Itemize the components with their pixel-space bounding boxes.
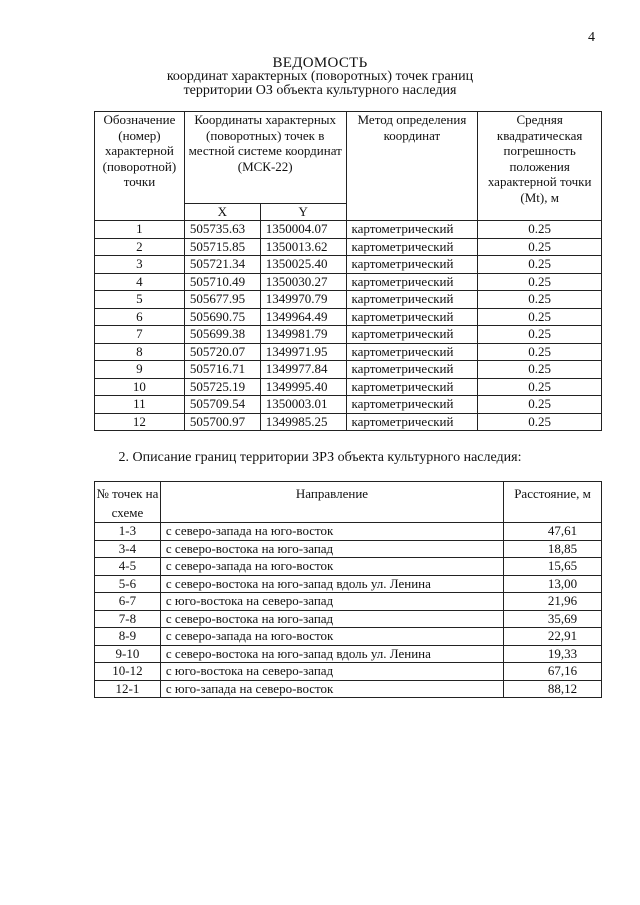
accuracy-cell: 0.25 [478, 291, 602, 309]
x-coordinate-cell: 505709.54 [184, 396, 260, 414]
point-pair-cell: 7-8 [95, 610, 161, 628]
header-distance: Расстояние, м [504, 482, 602, 523]
point-number-cell: 7 [95, 326, 185, 344]
table-row [95, 663, 602, 681]
y-coordinate-cell: 1350004.07 [260, 221, 346, 239]
accuracy-cell: 0.25 [478, 308, 602, 326]
y-coordinate-cell: 1350003.01 [260, 396, 346, 414]
method-cell: картометрический [346, 343, 478, 361]
table-row [95, 273, 602, 291]
point-number-cell: 10 [95, 378, 185, 396]
distance-cell: 19,33 [504, 645, 602, 663]
point-number-cell: 9 [95, 361, 185, 379]
direction-cell: с юго-востока на северо-запад [160, 663, 503, 681]
accuracy-cell: 0.25 [478, 326, 602, 344]
boundary-description-table [94, 481, 602, 698]
table-row [95, 291, 602, 309]
point-number-cell: 5 [95, 291, 185, 309]
title-line-3: территории ОЗ объекта культурного наследия [183, 83, 457, 98]
x-coordinate-cell: 505715.85 [184, 238, 260, 256]
table-row [95, 221, 602, 239]
table-row [95, 610, 602, 628]
point-number-cell: 11 [95, 396, 185, 414]
distance-cell: 47,61 [504, 523, 602, 541]
accuracy-cell: 0.25 [478, 256, 602, 274]
method-cell: картометрический [346, 291, 478, 309]
title-line-1: ВЕДОМОСТЬ [272, 55, 368, 71]
accuracy-cell: 0.25 [478, 221, 602, 239]
x-coordinate-cell: 505699.38 [184, 326, 260, 344]
y-coordinate-cell: 1349964.49 [260, 308, 346, 326]
table-row [95, 680, 602, 698]
method-cell: картометрический [346, 221, 478, 239]
method-cell: картометрический [346, 326, 478, 344]
distance-cell: 22,91 [504, 628, 602, 646]
point-pair-cell: 1-3 [95, 523, 161, 541]
y-coordinate-cell: 1350030.27 [260, 273, 346, 291]
header-point-number: Обозначение (номер) характерной (поворотной) точки [95, 112, 185, 221]
table-row [95, 378, 602, 396]
distance-cell: 18,85 [504, 540, 602, 558]
direction-cell: с северо-востока на юго-запад [160, 610, 503, 628]
header-method: Метод определения координат [346, 112, 478, 221]
table-row [95, 256, 602, 274]
title-line-2: координат характерных (поворотных) точек границ [166, 69, 474, 84]
distance-cell: 15,65 [504, 558, 602, 576]
header-y: Y [260, 204, 346, 221]
table-row [95, 628, 602, 646]
point-pair-cell: 4-5 [95, 558, 161, 576]
direction-cell: с северо-востока на юго-запад вдоль ул. Ленина [160, 575, 503, 593]
y-coordinate-cell: 1349981.79 [260, 326, 346, 344]
table-row [95, 523, 602, 541]
direction-cell: с северо-запада на юго-восток [160, 523, 503, 541]
accuracy-cell: 0.25 [478, 273, 602, 291]
y-coordinate-cell: 1349971.95 [260, 343, 346, 361]
table-row [95, 326, 602, 344]
point-pair-cell: 12-1 [95, 680, 161, 698]
y-coordinate-cell: 1349977.84 [260, 361, 346, 379]
point-number-cell: 2 [95, 238, 185, 256]
accuracy-cell: 0.25 [478, 343, 602, 361]
method-cell: картометрический [346, 308, 478, 326]
section-2-heading: 2. Описание границ территории ЗРЗ объекта культурного наследия: [118, 450, 522, 465]
distance-cell: 13,00 [504, 575, 602, 593]
distance-cell: 35,69 [504, 610, 602, 628]
table-row [95, 575, 602, 593]
direction-cell: с юго-востока на северо-запад [160, 593, 503, 611]
distance-cell: 21,96 [504, 593, 602, 611]
table-row [95, 361, 602, 379]
accuracy-cell: 0.25 [478, 361, 602, 379]
point-number-cell: 8 [95, 343, 185, 361]
point-pair-cell: 8-9 [95, 628, 161, 646]
table-row [95, 238, 602, 256]
table-row [95, 645, 602, 663]
accuracy-cell: 0.25 [478, 396, 602, 414]
document-title [0, 56, 640, 98]
accuracy-cell: 0.25 [478, 238, 602, 256]
point-pair-cell: 10-12 [95, 663, 161, 681]
y-coordinate-cell: 1349970.79 [260, 291, 346, 309]
x-coordinate-cell: 505677.95 [184, 291, 260, 309]
x-coordinate-cell: 505690.75 [184, 308, 260, 326]
table-row [95, 343, 602, 361]
point-number-cell: 1 [95, 221, 185, 239]
point-pair-cell: 9-10 [95, 645, 161, 663]
method-cell: картометрический [346, 273, 478, 291]
coordinates-table [94, 111, 602, 431]
accuracy-cell: 0.25 [478, 378, 602, 396]
method-cell: картометрический [346, 238, 478, 256]
point-number-cell: 4 [95, 273, 185, 291]
x-coordinate-cell: 505721.34 [184, 256, 260, 274]
point-number-cell: 12 [95, 413, 185, 431]
method-cell: картометрический [346, 413, 478, 431]
x-coordinate-cell: 505735.63 [184, 221, 260, 239]
accuracy-cell: 0.25 [478, 413, 602, 431]
method-cell: картометрический [346, 396, 478, 414]
x-coordinate-cell: 505725.19 [184, 378, 260, 396]
direction-cell: с северо-востока на юго-запад [160, 540, 503, 558]
y-coordinate-cell: 1350013.62 [260, 238, 346, 256]
table-row [95, 308, 602, 326]
x-coordinate-cell: 505720.07 [184, 343, 260, 361]
method-cell: картометрический [346, 378, 478, 396]
x-coordinate-cell: 505710.49 [184, 273, 260, 291]
point-pair-cell: 3-4 [95, 540, 161, 558]
header-direction: Направление [160, 482, 503, 523]
point-number-cell: 6 [95, 308, 185, 326]
x-coordinate-cell: 505716.71 [184, 361, 260, 379]
distance-cell: 88,12 [504, 680, 602, 698]
header-accuracy: Средняя квадратическая погрешность положения характерной точки (Mt), м [478, 112, 602, 221]
header-x: X [184, 204, 260, 221]
point-pair-cell: 6-7 [95, 593, 161, 611]
y-coordinate-cell: 1350025.40 [260, 256, 346, 274]
direction-cell: с северо-запада на юго-восток [160, 558, 503, 576]
page-number: 4 [588, 30, 595, 45]
x-coordinate-cell: 505700.97 [184, 413, 260, 431]
direction-cell: с северо-востока на юго-запад вдоль ул. Ленина [160, 645, 503, 663]
method-cell: картометрический [346, 361, 478, 379]
y-coordinate-cell: 1349985.25 [260, 413, 346, 431]
point-number-cell: 3 [95, 256, 185, 274]
direction-cell: с юго-запада на северо-восток [160, 680, 503, 698]
method-cell: картометрический [346, 256, 478, 274]
table-row [95, 396, 602, 414]
direction-cell: с северо-запада на юго-восток [160, 628, 503, 646]
table-row [95, 413, 602, 431]
table-row [95, 593, 602, 611]
y-coordinate-cell: 1349995.40 [260, 378, 346, 396]
point-pair-cell: 5-6 [95, 575, 161, 593]
distance-cell: 67,16 [504, 663, 602, 681]
header-point-pair: № точек на схеме [95, 482, 161, 523]
table-row [95, 558, 602, 576]
table-row [95, 540, 602, 558]
header-coordinates: Координаты характерных (поворотных) точек в местной системе координат (МСК-22) [184, 112, 346, 204]
